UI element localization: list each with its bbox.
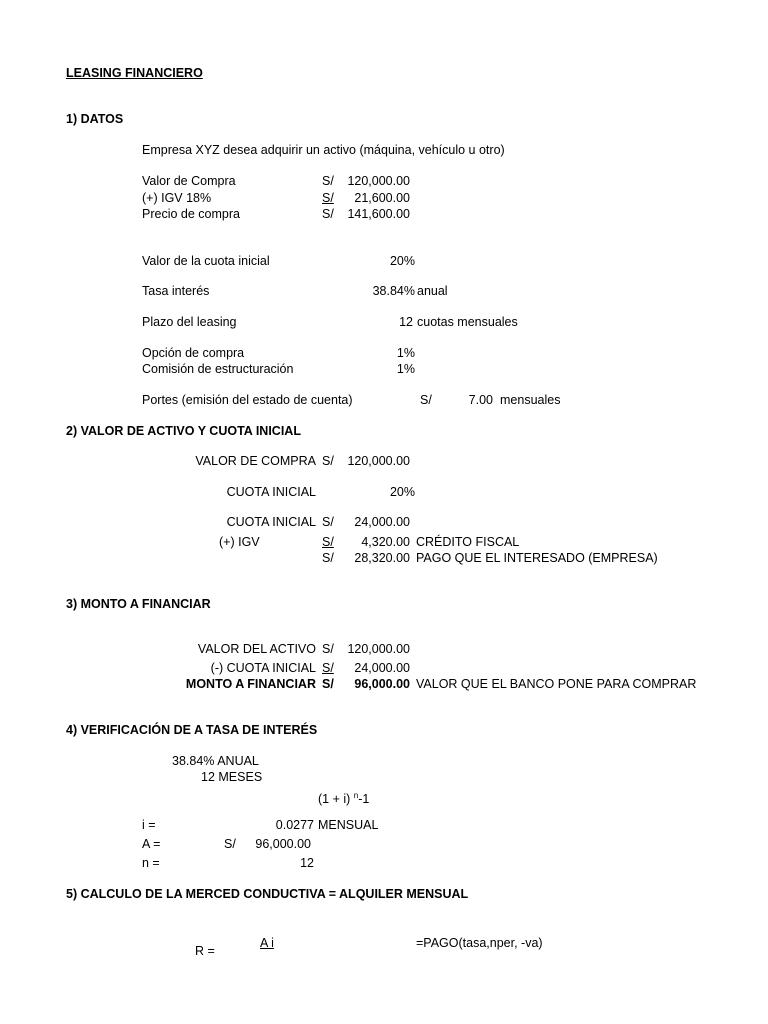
tasa-anual: 38.84% ANUAL — [172, 754, 259, 768]
valor-activo-label: VALOR DEL ACTIVO — [197, 642, 316, 656]
a-label: A = — [142, 837, 161, 851]
currency-symbol: S/ — [322, 207, 334, 221]
cuota-inicial-pct: 20% — [389, 485, 415, 499]
igv-value: 21,600.00 — [354, 191, 410, 205]
cuota-inicial-label: (-) CUOTA INICIAL — [210, 661, 316, 675]
monto-financiar-label: MONTO A FINANCIAR — [185, 677, 316, 691]
tasa-value: 38.84% — [372, 284, 415, 298]
pago-total-note: PAGO QUE EL INTERESADO (EMPRESA) — [416, 551, 658, 565]
igv-label: (+) IGV 18% — [142, 191, 212, 205]
a-value: 96,000.00 — [255, 837, 311, 851]
valor-compra-label: VALOR DE COMPRA — [195, 454, 316, 468]
formula-numerator: A i — [260, 936, 274, 950]
section-4-heading: 4) VERIFICACIÓN DE A TASA DE INTERÉS — [66, 723, 318, 737]
i-value: 0.0277 — [275, 818, 314, 832]
cuota-inicial-label: CUOTA INICIAL — [226, 485, 316, 499]
excel-formula: =PAGO(tasa,nper, -va) — [416, 936, 543, 950]
portes-label: Portes (emisión del estado de cuenta) — [142, 393, 353, 407]
valor-activo-value: 120,000.00 — [347, 642, 410, 656]
cuota-inicial-pct: 20% — [389, 254, 415, 268]
valor-compra-value: 120,000.00 — [347, 174, 410, 188]
cuota-inicial-value: 24,000.00 — [354, 661, 410, 675]
formula-denominator: (1 + i) $^n$-1 — [318, 791, 370, 807]
n-label: n = — [142, 856, 160, 870]
plazo-label: Plazo del leasing — [142, 315, 237, 329]
opcion-compra-value: 1% — [396, 346, 415, 360]
tasa-label: Tasa interés — [142, 284, 210, 298]
portes-value: 7.00 — [468, 393, 493, 407]
igv-value: 4,320.00 — [361, 535, 410, 549]
pago-total-value: 28,320.00 — [354, 551, 410, 565]
n-value: 12 — [300, 856, 314, 870]
section-5-heading: 5) CALCULO DE LA MERCED CONDUCTIVA = ALQUILER MENSUAL — [66, 887, 469, 901]
comision-value: 1% — [396, 362, 415, 376]
currency-symbol: S/ — [322, 677, 334, 691]
cuota-inicial-label: CUOTA INICIAL — [226, 515, 316, 529]
section-3-heading: 3) MONTO A FINANCIAR — [66, 597, 211, 611]
i-label: i = — [142, 818, 156, 832]
monto-financiar-note: VALOR QUE EL BANCO PONE PARA COMPRAR — [416, 677, 697, 691]
precio-compra-label: Precio de compra — [142, 207, 240, 221]
currency-symbol: S/ — [322, 174, 334, 188]
meses-value: 12 MESES — [201, 770, 263, 784]
comision-label: Comisión de estructuración — [142, 362, 294, 376]
plazo-value: 12 — [399, 315, 413, 329]
i-unit: MENSUAL — [318, 818, 379, 832]
monto-financiar-value: 96,000.00 — [354, 677, 410, 691]
portes-unit: mensuales — [500, 393, 561, 407]
igv-label: (+) IGV — [219, 535, 260, 549]
section-2-heading: 2) VALOR DE ACTIVO Y CUOTA INICIAL — [66, 424, 301, 438]
case-description: Empresa XYZ desea adquirir un activo (máquina, vehículo u otro) — [142, 143, 505, 157]
section-1-heading: 1) DATOS — [66, 112, 124, 126]
currency-symbol: S/ — [322, 535, 334, 549]
currency-symbol: S/ — [322, 515, 334, 529]
currency-symbol: S/ — [224, 837, 236, 851]
currency-symbol: S/ — [322, 551, 334, 565]
currency-symbol: S/ — [322, 642, 334, 656]
plazo-unit: cuotas mensuales — [417, 315, 518, 329]
valor-compra-label: Valor de Compra — [142, 174, 236, 188]
igv-note: CRÉDITO FISCAL — [416, 535, 520, 549]
tasa-unit: anual — [417, 284, 448, 298]
document-title: LEASING FINANCIERO — [66, 66, 203, 80]
cuota-inicial-label: Valor de la cuota inicial — [142, 254, 270, 268]
cuota-inicial-value: 24,000.00 — [354, 515, 410, 529]
opcion-compra-label: Opción de compra — [142, 346, 245, 360]
r-label: R = — [195, 944, 215, 958]
currency-symbol: S/ — [420, 393, 432, 407]
valor-compra-value: 120,000.00 — [347, 454, 410, 468]
currency-symbol: S/ — [322, 454, 334, 468]
precio-compra-value: 141,600.00 — [347, 207, 410, 221]
currency-symbol: S/ — [322, 661, 334, 675]
currency-symbol: S/ — [322, 191, 334, 205]
